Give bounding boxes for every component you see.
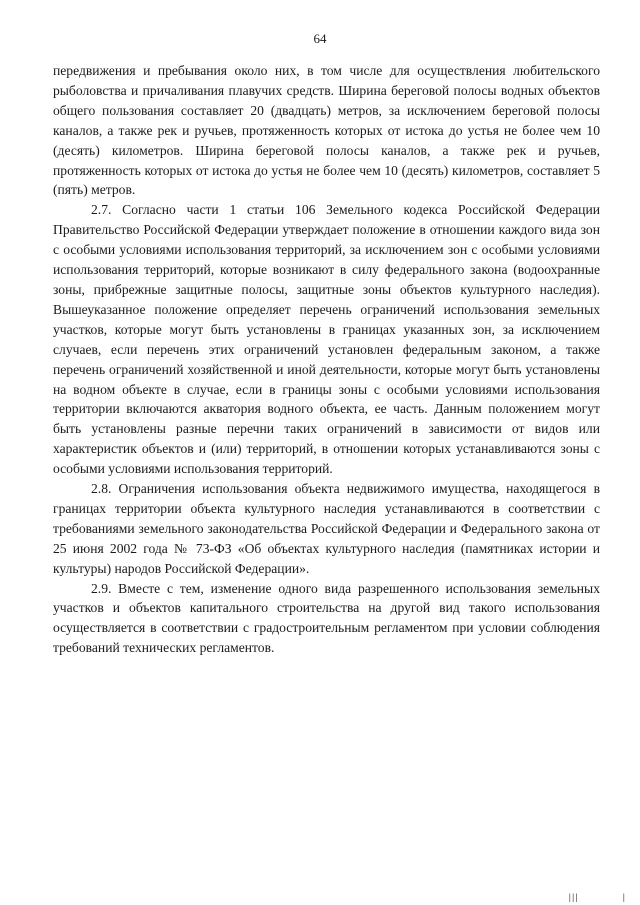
document-body: [53, 61, 600, 658]
paragraph-2-9: 2.9. Вместе с тем, изменение одного вида разрешенного использования земельных участков и объектов капитального строительства на другой вид такого использования осуществляется в соответствии с градостроительным регламентом при условии соблюдения требований технических регламентов.: [53, 580, 600, 656]
scan-marks: [569, 892, 626, 902]
paragraph-continuation: передвижения и пребывания около них, в том числе для осуществления любительского рыболовства и причаливания плавучих средств. Ширина береговой полосы водных объектов общего пользования составляет 20 (двадцать) метров, за исключением береговой полосы каналов, а также рек и ручьев, протяженность которых от истока до устья не более чем 10 (десять) километров. Ширина береговой полосы каналов, а также рек и ручьев, протяженность которых от истока до устья не более чем 10 (десять) километров, составляет 5 (пять) метров.: [53, 63, 600, 198]
paragraph-2-7: 2.7. Согласно части 1 статьи 106 Земельного кодекса Российской Федерации Правительство Российской Федерации утверждает положение в отношении каждого вида зон с особыми условиями использования территорий, за исключением зон с особыми условиями использования территорий, которые возникают в силу федерального закона (водоохранные зоны, прибрежные защитные полосы, защитные зоны объектов культурного наследия). Вышеуказанное положение определяет перечень ограничений использования земельных участков, которые могут быть установлены в границах указанных зон, за исключением случаев, если перечень этих ограничений установлен федеральным законом, а также перечень ограничений хозяйственной и иной деятельности, которые могут быть установлены на водном объекте в случае, если в границы зоны с особыми условиями использования территории включаются акватория водного объекта, ее часть. Данным положением могут быть установлены разные перечни таких ограничений в зависимости от видов или характеристик объектов и (или) территорий, в отношении которых устанавливаются зоны с особыми условиями использования территорий.: [53, 202, 600, 477]
paragraph-2-8: 2.8. Ограничения использования объекта недвижимого имущества, находящегося в границах территории объекта культурного наследия устанавливаются в соответствии с требованиями земельного законодательства Российской Федерации и Федерального закона от 25 июня 2002 года № 73-ФЗ «Об объектах культурного наследия (памятниках истории и культуры) народов Российской Федерации».: [53, 481, 600, 576]
scan-mark-right: |: [622, 892, 626, 902]
page-number: 64: [313, 31, 327, 46]
scan-mark-left: |||: [568, 892, 579, 902]
